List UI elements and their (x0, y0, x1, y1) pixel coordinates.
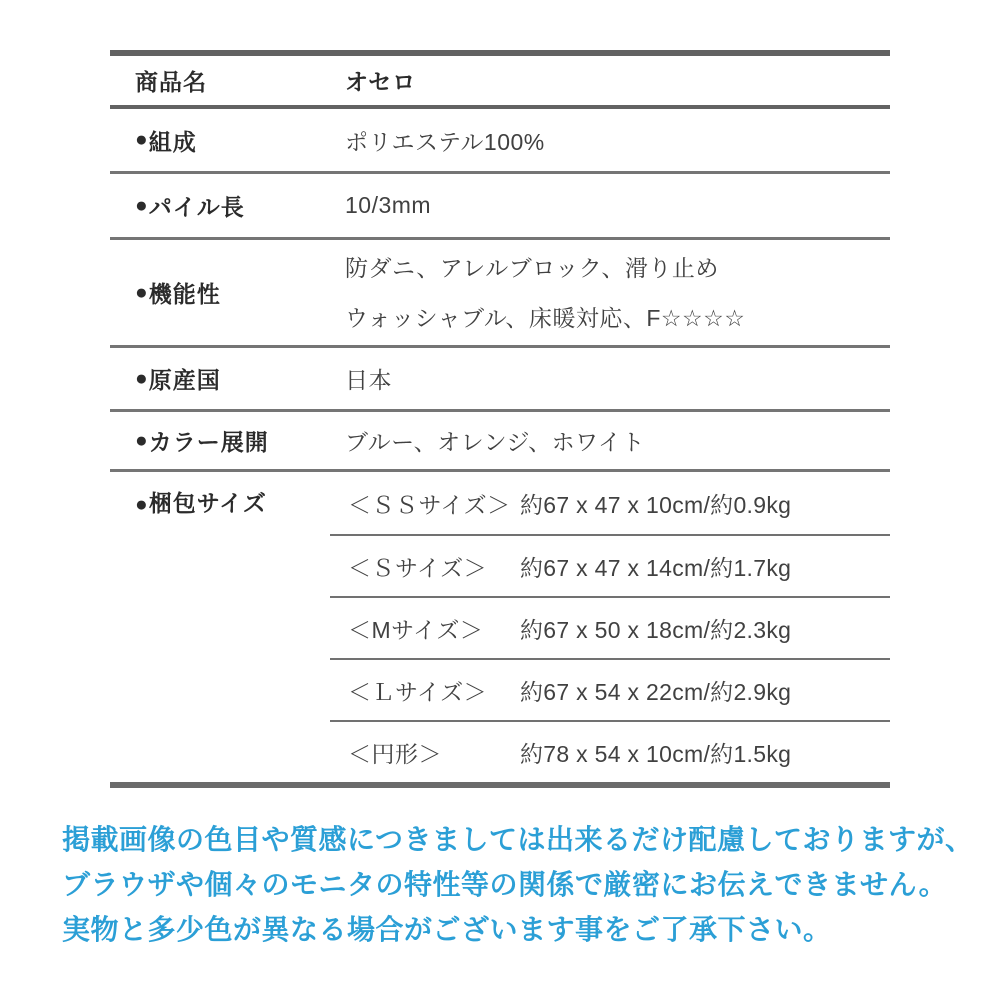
size-name: ＜Ｌサイズ＞ (348, 678, 488, 705)
spec-label-color-variations (110, 412, 345, 469)
bullet-dot-icon: ● (135, 280, 149, 304)
spec-label-functionality (110, 240, 345, 345)
spec-label-text: 梱包サイズ (148, 490, 267, 516)
notice-line-1: 掲載画像の色目や質感につきましては出来るだけ配慮しておりますが、 (62, 824, 974, 855)
spec-label-text: パイル長 (148, 194, 245, 220)
size-dimensions: 約67 x 47 x 14cm/約1.7kg (520, 554, 792, 581)
bullet-dot-icon: ● (135, 193, 149, 217)
size-name: ＜円形＞ (348, 740, 442, 767)
spec-value-product-name: オセロ (345, 69, 417, 95)
spec-label-composition (110, 109, 345, 171)
spec-row-packing-size (110, 472, 890, 782)
packing-size-row-ss (330, 472, 890, 534)
packing-size-sub-table (330, 472, 890, 782)
spec-row-composition (110, 109, 890, 174)
packing-size-row-l (330, 658, 890, 720)
size-dimensions: 約67 x 47 x 10cm/約0.9kg (520, 491, 792, 518)
spec-label-text: カラー展開 (148, 429, 269, 455)
size-dimensions: 約78 x 54 x 10cm/約1.5kg (520, 740, 792, 767)
spec-label-pile-length (110, 174, 345, 237)
size-name: ＜ＳＳサイズ＞ (348, 491, 511, 518)
spec-value-color-variations: ブルー、オレンジ、ホワイト (345, 429, 645, 455)
spec-value-origin-country: 日本 (345, 367, 392, 393)
size-name: ＜Mサイズ＞ (348, 616, 484, 643)
spec-label-inner (135, 472, 267, 536)
bullet-dot-icon: ● (135, 493, 149, 516)
product-spec-table (110, 50, 890, 788)
bullet-dot-icon: ● (135, 128, 149, 151)
size-dimensions: 約67 x 50 x 18cm/約2.3kg (520, 616, 792, 643)
spec-label-text: 商品名 (135, 69, 207, 95)
spec-label-origin-country (110, 348, 345, 409)
packing-size-row-s (330, 534, 890, 596)
notice-line-3: 実物と多少色が異なる場合がございます事をご了承下さい。 (62, 914, 832, 945)
spec-label-text: 機能性 (148, 281, 221, 307)
functionality-line-2: ウォッシャブル、床暖対応、F☆☆☆☆ (345, 304, 746, 331)
bullet-dot-icon: ● (135, 428, 149, 452)
spec-label-text: 組成 (148, 128, 197, 155)
spec-label-text: 原産国 (148, 367, 221, 393)
spec-row-origin-country (110, 348, 890, 412)
spec-label-packing-size (110, 472, 330, 782)
spec-row-functionality (110, 240, 890, 348)
spec-value-composition: ポリエステル100% (345, 128, 545, 155)
bullet-dot-icon: ● (135, 366, 149, 390)
spec-row-product-name (110, 56, 890, 109)
spec-row-pile-length (110, 174, 890, 240)
spec-value-pile-length: 10/3mm (345, 192, 432, 218)
size-name: ＜Ｓサイズ＞ (348, 554, 488, 581)
notice-line-2: ブラウザや個々のモニタの特性等の関係で厳密にお伝えできません。 (62, 869, 948, 900)
spec-label-product-name (110, 56, 345, 105)
packing-size-row-round (330, 720, 890, 782)
spec-row-color-variations (110, 412, 890, 472)
functionality-line-1: 防ダニ、アレルブロック、滑り止め (345, 254, 719, 281)
spec-value-functionality (345, 240, 890, 345)
color-disclaimer-notice (62, 817, 974, 952)
packing-size-row-m (330, 596, 890, 658)
size-dimensions: 約67 x 54 x 22cm/約2.9kg (520, 678, 792, 705)
